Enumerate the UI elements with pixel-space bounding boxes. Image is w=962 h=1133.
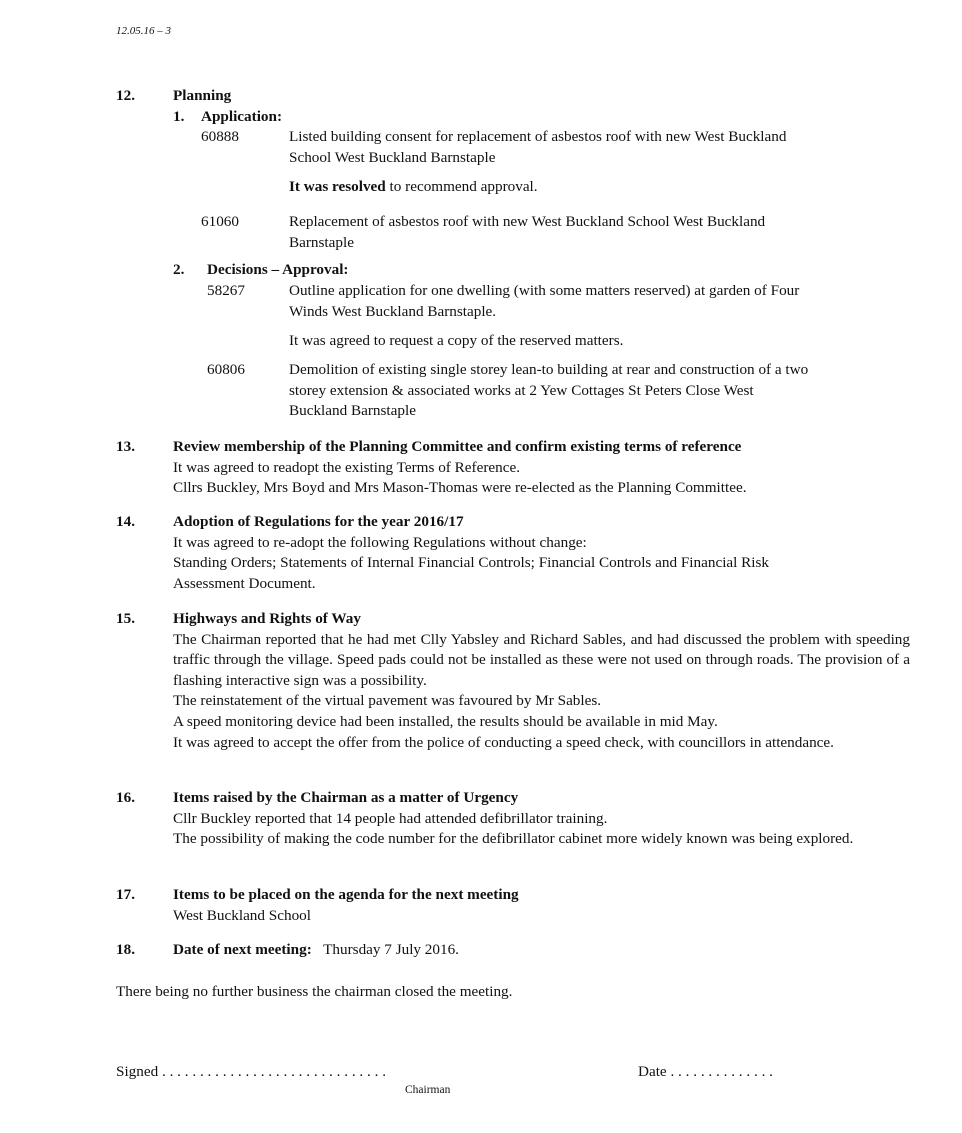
item-line: The reinstatement of the virtual pavement was favoured by Mr Sables. — [173, 692, 602, 710]
item-body-15 — [173, 609, 910, 753]
item-body-13 — [173, 437, 910, 499]
item-line: A speed monitoring device had been installed, the results should be available in mid May. — [173, 712, 718, 730]
item-title-16: Items raised by the Chairman as a matter of Urgency — [173, 789, 519, 806]
application-desc-61060 — [289, 212, 911, 253]
desc-line: Winds West Buckland Barnstaple. — [289, 302, 497, 320]
item-title-12: Planning — [173, 87, 232, 104]
next-meeting-date: Thursday 7 July 2016. — [323, 941, 459, 958]
item-paragraph: It was agreed to accept the offer from the police of conducting a speed check, with councillors in attendance. — [173, 733, 834, 751]
item-number-15: 15. — [116, 610, 135, 627]
decision-code-60806: 60806 — [207, 361, 245, 378]
item-line: Cllrs Buckley, Mrs Boyd and Mrs Mason-Thomas were re-elected as the Planning Committee. — [173, 479, 747, 497]
item-paragraph: The possibility of making the code number for the defibrillator cabinet more widely known was being explored. — [173, 830, 854, 848]
application-code-61060: 61060 — [201, 213, 239, 230]
item-title-17: Items to be placed on the agenda for the next meeting — [173, 886, 519, 903]
closing-statement: There being no further business the chairman closed the meeting. — [116, 983, 513, 1000]
item-number-14: 14. — [116, 513, 135, 530]
item-line: Assessment Document. — [173, 574, 316, 592]
item-body-14 — [173, 512, 910, 594]
desc-line: Barnstaple — [289, 233, 354, 251]
signed-line: Signed . . . . . . . . . . . . . . . . . . . . . . . . . . . . . . — [116, 1063, 387, 1080]
decision-desc-60806 — [289, 360, 911, 422]
desc-line: School West Buckland Barnstaple — [289, 148, 496, 166]
desc-line: Replacement of asbestos roof with new West Buckland School West Buckland — [289, 213, 766, 230]
next-meeting-label: Date of next meeting: — [173, 941, 312, 958]
decisions-number: 2. — [173, 261, 185, 278]
item-number-13: 13. — [116, 438, 135, 455]
decisions-heading: Decisions – Approval: — [207, 261, 349, 278]
item-number-16: 16. — [116, 789, 135, 806]
resolution-text: to recommend approval. — [385, 178, 538, 195]
item-number-17: 17. — [116, 886, 135, 903]
item-body-16 — [173, 788, 910, 850]
resolution-bold: It was resolved — [289, 178, 386, 195]
desc-line: Listed building consent for replacement of asbestos roof with new West Buckland — [289, 128, 787, 145]
date-line: Date . . . . . . . . . . . . . . — [638, 1063, 773, 1080]
application-desc-60888 — [289, 127, 911, 168]
desc-line: Demolition of existing single storey lean-to building at rear and construction of a two — [289, 361, 809, 378]
item-number-12: 12. — [116, 87, 135, 104]
desc-line: Outline application for one dwelling (with some matters reserved) at garden of Four — [289, 282, 800, 299]
decision-code-58267: 58267 — [207, 282, 245, 299]
item-line: Cllr Buckley reported that 14 people had attended defibrillator training. — [173, 809, 608, 827]
resolution-60888 — [289, 177, 911, 198]
application-heading: Application: — [201, 108, 283, 125]
item-title-14: Adoption of Regulations for the year 2016/17 — [173, 513, 464, 530]
item-line: It was agreed to readopt the existing Terms of Reference. — [173, 458, 520, 476]
decision-note-58267: It was agreed to request a copy of the reserved matters. — [289, 332, 624, 349]
application-number: 1. — [173, 108, 185, 125]
page-reference: 12.05.16 – 3 — [116, 25, 171, 37]
item-body-17 — [173, 885, 910, 926]
item-line: It was agreed to re-adopt the following Regulations without change: — [173, 533, 587, 551]
application-code-60888: 60888 — [201, 128, 239, 145]
item-paragraph: The Chairman reported that he had met Clly Yabsley and Richard Sables, and had discussed the problem with speeding traffic through the village. Speed pads could not be installed as these were not used on through roads. The provision of a flashing interactive sign was a possibility. — [173, 630, 910, 689]
desc-line: storey extension & associated works at 2 Yew Cottages St Peters Close West — [289, 381, 754, 399]
decision-desc-58267 — [289, 281, 911, 322]
chairman-label: Chairman — [405, 1084, 451, 1096]
item-title-13: Review membership of the Planning Committee and confirm existing terms of reference — [173, 438, 742, 455]
item-number-18: 18. — [116, 941, 135, 958]
item-line: Standing Orders; Statements of Internal Financial Controls; Financial Controls and Financial Risk — [173, 554, 770, 572]
desc-line: Buckland Barnstaple — [289, 402, 416, 420]
item-body-18 — [173, 940, 910, 961]
item-line: West Buckland School — [173, 906, 311, 924]
item-title-15: Highways and Rights of Way — [173, 610, 361, 627]
